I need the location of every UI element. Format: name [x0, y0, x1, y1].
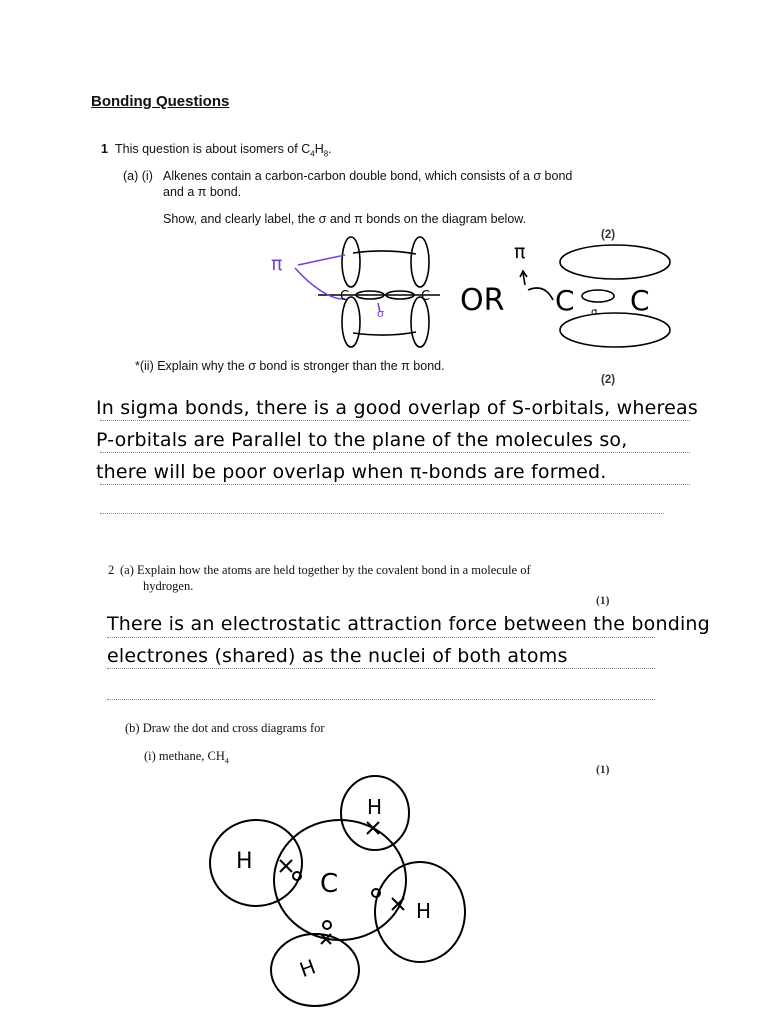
q1a-label: (a) (i): [123, 169, 153, 183]
page-title: Bonding Questions: [91, 93, 230, 110]
q2a-marks: (1): [596, 595, 610, 607]
q2-answer-line-2: electrones (shared) as the nuclei of both atoms: [107, 645, 568, 667]
q1-answer-line-3: there will be poor overlap when π-bonds are formed.: [96, 461, 607, 483]
hydrogen-left-label: H: [236, 849, 253, 874]
carbon-right-label: C: [421, 289, 431, 304]
q2a-text-cont: hydrogen.: [143, 579, 194, 593]
or-label: OR: [460, 283, 505, 318]
q2b-i-marks: (1): [596, 764, 610, 776]
q1a-i-marks: (2): [601, 229, 616, 241]
q2-answer-line-1: There is an electrostatic attraction force between the bonding: [107, 613, 710, 635]
hydrogen-bottom-label: H: [296, 954, 319, 983]
hydrogen-top-label: H: [367, 795, 383, 819]
pi-label: π: [271, 253, 283, 275]
alt-sigma-label: σ: [591, 307, 598, 318]
alt-carbon-2-label: C: [630, 284, 650, 317]
q2-number: 2: [108, 563, 115, 577]
q1a-i-line1: Alkenes contain a carbon-carbon double bond, which consists of a σ bond: [163, 169, 573, 183]
q1a-ii: *(ii) Explain why the σ bond is stronger than the π bond.: [135, 359, 445, 373]
q2b-i-text: (i) methane, $CH_4$: [144, 749, 229, 766]
alt-carbon-1-label: C: [555, 284, 575, 317]
q1-answer-line-1: In sigma bonds, there is a good overlap of S-orbitals, whereas: [96, 397, 698, 419]
sigma-label: σ: [377, 307, 384, 320]
q1-answer-line-2: P-orbitals are Parallel to the plane of the molecules so,: [96, 429, 628, 451]
carbon-atom-label: C: [320, 869, 339, 899]
hydrogen-right-label: H: [416, 899, 432, 923]
q1-number: 1: [101, 142, 108, 156]
q1a-i-line2: and a π bond.: [163, 185, 242, 199]
q1a-i-instruction: Show, and clearly label, the σ and π bonds on the diagram below.: [163, 212, 527, 226]
carbon-left-label: C: [340, 289, 350, 304]
q2b-text: (b) Draw the dot and cross diagrams for: [125, 721, 325, 735]
alt-pi-label: π: [514, 241, 526, 263]
q1-stem: This question is about isomers of $C_4H_8$.: [115, 142, 332, 159]
q2a-text: (a) Explain how the atoms are held together by the covalent bond in a molecule of: [120, 563, 531, 577]
q1a-ii-marks: (2): [601, 374, 616, 386]
